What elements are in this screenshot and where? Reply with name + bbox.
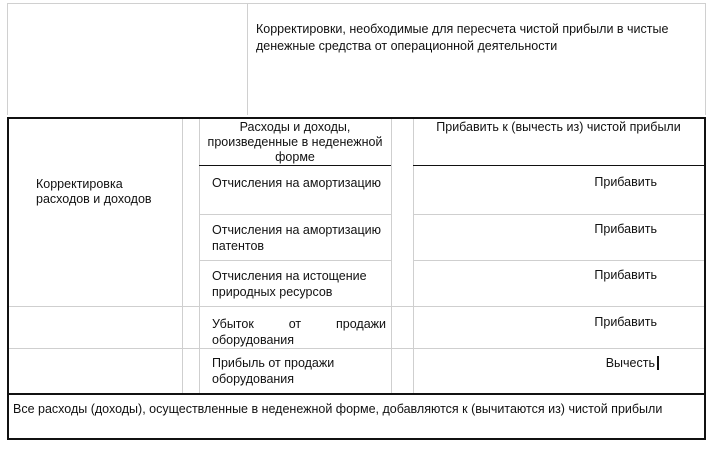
table-row-item: Отчисления на истощение природных ресурсов — [212, 269, 367, 299]
table-row-action: Прибавить — [594, 268, 657, 282]
row-divider — [199, 214, 391, 215]
table-column-divider — [391, 119, 392, 394]
header-row-divider — [413, 165, 704, 166]
row-divider — [9, 306, 704, 307]
column-header-noncash: Расходы и доходы, произведенные в неденежной форме — [207, 120, 383, 164]
row-divider — [413, 214, 704, 215]
table-row-item: Отчисления на амортизацию — [212, 176, 381, 190]
table-row-action: Прибавить — [594, 315, 657, 329]
table-row-action: Прибавить — [594, 175, 657, 189]
header-row-divider — [199, 165, 391, 166]
table-row-action: Вычесть — [605, 356, 655, 370]
table-row-action: Прибавить — [594, 222, 657, 236]
text-cursor — [657, 356, 659, 370]
header-title: Корректировки, необходимые для пересчета чистой прибыли в чистые денежные средства от операционной деятельности — [256, 22, 669, 53]
table-row-item: Прибыль от продажи оборудования — [212, 356, 335, 386]
footer-note: Все расходы (доходы), осуществленные в неденежной форме, добавляются к (вычитаются из) чистой прибыли — [13, 402, 663, 416]
header-box — [7, 3, 706, 115]
table-row-item: Отчисления на амортизацию патентов — [212, 223, 381, 253]
table-column-divider — [413, 119, 414, 394]
group-label-adjustments: Корректировка расходов и доходов — [36, 177, 152, 206]
table-row-item: Убыток от продажи оборудования — [212, 317, 386, 347]
column-header-adjustment: Прибавить к (вычесть из) чистой прибыли — [436, 120, 681, 134]
header-divider — [247, 3, 248, 115]
footer-divider — [7, 393, 706, 395]
table-column-divider — [182, 119, 183, 394]
row-divider — [199, 260, 391, 261]
row-divider — [413, 260, 704, 261]
row-divider — [9, 348, 704, 349]
